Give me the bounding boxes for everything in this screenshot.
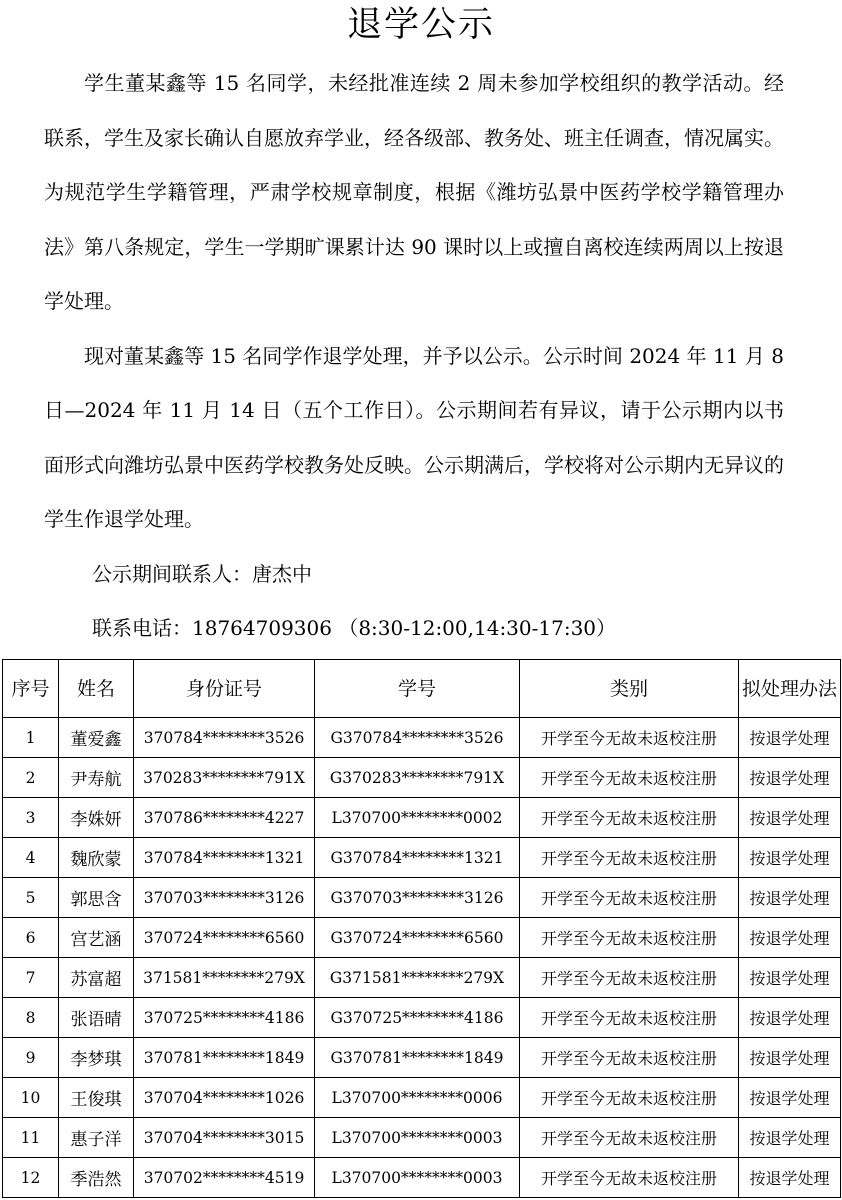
cell-id-number: 370283********791X [134,758,315,798]
cell-category: 开学至今无故未返校注册 [520,1038,739,1078]
cell-category: 开学至今无故未返校注册 [520,958,739,998]
cell-name: 张语晴 [59,998,134,1038]
cell-action: 按退学处理 [739,798,841,838]
cell-index: 4 [3,838,59,878]
cell-index: 7 [3,958,59,998]
table-row [3,1038,841,1078]
cell-action: 按退学处理 [739,718,841,758]
table-row [3,1118,841,1158]
cell-name: 苏富超 [59,958,134,998]
cell-category: 开学至今无故未返校注册 [520,1158,739,1198]
page-title: 退学公示 [346,5,495,45]
cell-index: 6 [3,918,59,958]
cell-student-number: G370784********1321 [315,838,520,878]
cell-id-number: 370784********1321 [134,838,315,878]
cell-name: 宫艺涵 [59,918,134,958]
cell-id-number: 370786********4227 [134,798,315,838]
cell-action: 按退学处理 [739,958,841,998]
header-action: 拟处理办法 [739,660,841,718]
cell-category: 开学至今无故未返校注册 [520,1078,739,1118]
cell-student-number: G371581********279X [315,958,520,998]
paragraph-1: 学生董某鑫等 15 名同学，未经批准连续 2 周未参加学校组织的教学活动。经联系，学生及家长确认自愿放弃学业，经各级部、教务处、班主任调查，情况属实。为规范学生学籍管理，严肃学校规章制度，根据《潍坊弘景中医药学校学籍管理办法》第八条规定，学生一学期旷课累计达 90 课时以上或擅自离校连续两周以上按退学处理。 [44,71,784,313]
cell-category: 开学至今无故未返校注册 [520,838,739,878]
cell-name: 郭思含 [59,878,134,918]
cell-action: 按退学处理 [739,1078,841,1118]
cell-id-number: 370702********4519 [134,1158,315,1198]
cell-id-number: 371581********279X [134,958,315,998]
cell-name: 季浩然 [59,1158,134,1198]
cell-name: 董爱鑫 [59,718,134,758]
header-name: 姓名 [59,660,134,718]
paragraph-2: 现对董某鑫等 15 名同学作退学处理，并予以公示。公示时间 2024 年 11 月 8 日—2024 年 11 月 14 日（五个工作日）。公示期间若有异议，请于公示期内以书面形式向潍坊弘景中医药学校教务处反映。公示期满后，学校将对公示期内无异议的学生作退学处理。 [44,343,784,531]
cell-student-number: L370700********0003 [315,1118,520,1158]
cell-category: 开学至今无故未返校注册 [520,918,739,958]
table-row [3,918,841,958]
cell-id-number: 370703********3126 [134,878,315,918]
cell-id-number: 370725********4186 [134,998,315,1038]
cell-name: 惠子洋 [59,1118,134,1158]
cell-student-number: G370781********1849 [315,1038,520,1078]
table-row [3,798,841,838]
cell-action: 按退学处理 [739,1158,841,1198]
table-body [3,718,841,1198]
cell-name: 李姝妍 [59,798,134,838]
contact-person: 公示期间联系人：唐杰中 [92,561,312,586]
table-header [3,660,841,718]
cell-student-number: G370283********791X [315,758,520,798]
cell-name: 王俊琪 [59,1078,134,1118]
table-row [3,1158,841,1198]
cell-index: 2 [3,758,59,798]
header-id-number: 身份证号 [134,660,315,718]
cell-student-number: G370703********3126 [315,878,520,918]
cell-index: 3 [3,798,59,838]
cell-name: 魏欣蒙 [59,838,134,878]
header-category: 类别 [520,660,739,718]
cell-index: 8 [3,998,59,1038]
cell-index: 5 [3,878,59,918]
cell-name: 李梦琪 [59,1038,134,1078]
cell-student-number: L370700********0006 [315,1078,520,1118]
cell-index: 12 [3,1158,59,1198]
cell-id-number: 370781********1849 [134,1038,315,1078]
table-row [3,878,841,918]
student-table [2,659,841,1198]
cell-id-number: 370704********1026 [134,1078,315,1118]
cell-index: 9 [3,1038,59,1078]
notice-body [44,56,784,656]
cell-action: 按退学处理 [739,758,841,798]
cell-index: 10 [3,1078,59,1118]
cell-name: 尹寿航 [59,758,134,798]
cell-action: 按退学处理 [739,1038,841,1078]
cell-category: 开学至今无故未返校注册 [520,758,739,798]
cell-id-number: 370724********6560 [134,918,315,958]
cell-action: 按退学处理 [739,1118,841,1158]
cell-category: 开学至今无故未返校注册 [520,798,739,838]
cell-student-number: L370700********0003 [315,1158,520,1198]
contact-phone: 联系电话：18764709306 （8:30-12:00,14:30-17:30） [92,616,617,640]
cell-action: 按退学处理 [739,998,841,1038]
cell-category: 开学至今无故未返校注册 [520,1118,739,1158]
cell-student-number: L370700********0002 [315,798,520,838]
cell-action: 按退学处理 [739,878,841,918]
cell-student-number: G370784********3526 [315,718,520,758]
header-row [3,660,841,718]
cell-student-number: G370724********6560 [315,918,520,958]
cell-index: 11 [3,1118,59,1158]
cell-action: 按退学处理 [739,838,841,878]
cell-category: 开学至今无故未返校注册 [520,998,739,1038]
table-row [3,838,841,878]
cell-category: 开学至今无故未返校注册 [520,718,739,758]
cell-index: 1 [3,718,59,758]
cell-id-number: 370704********3015 [134,1118,315,1158]
table-row [3,998,841,1038]
cell-category: 开学至今无故未返校注册 [520,878,739,918]
cell-id-number: 370784********3526 [134,718,315,758]
cell-student-number: G370725********4186 [315,998,520,1038]
table-row [3,718,841,758]
table-row [3,758,841,798]
header-student-number: 学号 [315,660,520,718]
table-row [3,958,841,998]
cell-action: 按退学处理 [739,918,841,958]
table-row [3,1078,841,1118]
header-index: 序号 [3,660,59,718]
